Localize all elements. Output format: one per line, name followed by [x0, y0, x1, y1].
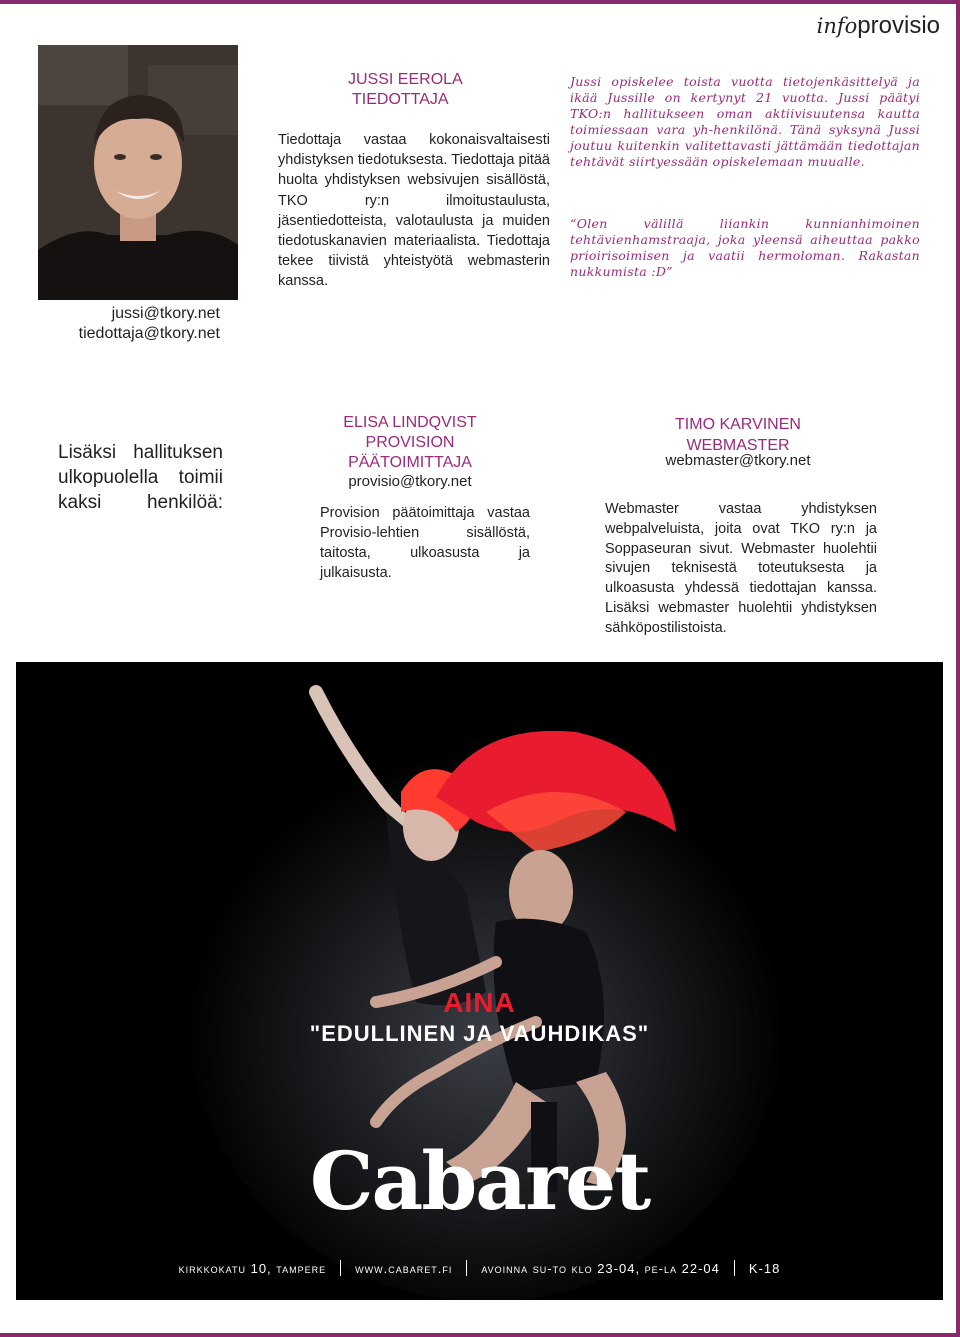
elisa-name: ELISA LINDQVIST — [343, 414, 477, 431]
page-frame-bottom — [0, 1333, 960, 1337]
jussi-contact-emails — [40, 304, 220, 344]
ad-address: kirkkokatu 10, tampere — [178, 1261, 327, 1276]
info-separator — [466, 1260, 467, 1276]
page-frame-top — [0, 0, 960, 4]
timo-name: TIMO KARVINEN — [675, 416, 801, 433]
info-separator — [734, 1260, 735, 1276]
ad-age-limit: K-18 — [748, 1261, 781, 1276]
timo-role-description: Webmaster vastaa yhdistyksen webpalveluista, joita ovat TKO ry:n ja Soppaseuran sivut. Webmaster huolehtii sivujen teknisestä toteutuksesta ja ulkoasusta yhdessä tiedottajan kanssa. Lisäksi webmaster huolehtii yhdistyksen sähköpostilistoista. — [605, 501, 877, 636]
jussi-email[interactable]: jussi@tkory.net — [111, 305, 220, 322]
ad-info-line — [16, 1260, 943, 1276]
timo-email[interactable]: webmaster@tkory.net — [665, 452, 811, 469]
elisa-role: PROVISION PÄÄTOIMITTAJA — [348, 434, 472, 471]
ad-website[interactable]: www.cabaret.fi — [355, 1261, 453, 1276]
header-brand-italic: info — [816, 14, 858, 38]
elisa-heading — [320, 413, 500, 473]
cabaret-logo: Cabaret — [309, 1134, 650, 1228]
jussi-role-description: Tiedottaja vastaa kokonaisvaltaisesti yhdistyksen tiedotuksesta. Tiedottaja pitää huolta yhdistyksen websivujen sisällöstä, TKO ry:n ilmoitustaulusta, jäsentiedotteista, valotaulusta ja muiden tiedotuskanavien materiaalista. Tiedottaja tekee tiivistä yhteistyötä webmasterin kanssa. — [278, 132, 550, 290]
jussi-bio: Jussi opiskelee toista vuotta tietojenkäsittelyä ja ikää Jussille on kertynyt 21 vuotta. Jussi päätyi TKO:n hallitukseen oman aktiivisuutensa kautta toimiessaan vara yh-henkilönä. Tänä syksynä Jussi joutuu kuitenkin valitettavasti jättämään tiedottajan tehtävät siirtyessään opiskelemaan muualle. — [570, 74, 920, 169]
timo-role: WEBMASTER — [686, 437, 790, 454]
jussi-name: JUSSI EEROLA — [348, 71, 463, 88]
jussi-portrait-photo — [38, 45, 238, 300]
elisa-role-description: Provision päätoimittaja vastaa Provisio-lehtien sisällöstä, taitosta, ulkoasusta ja julkaisusta. — [320, 505, 530, 581]
ad-hours: avoinna su-to klo 23-04, pe-la 22-04 — [481, 1261, 720, 1276]
jussi-quote: “Olen välillä liiankin kunnianhimoinen tehtävienhamstraaja, joka yleensä aiheuttaa pakko prioirisoimisen ja vaatii hermoloman. Rakastan nukkumista :D” — [570, 216, 920, 279]
page-frame-right — [956, 0, 960, 1337]
aside-intro: Lisäksi hallituksen ulkopuolella toimii kaksi henkilöä: — [58, 442, 223, 513]
info-separator — [340, 1260, 341, 1276]
ad-headline: AINA — [443, 987, 516, 1018]
elisa-email[interactable]: provisio@tkory.net — [348, 473, 472, 490]
header-brand-rest: provisio — [857, 12, 940, 39]
ad-slogan: "EDULLINEN JA VAUHDIKAS" — [309, 1021, 650, 1046]
jussi-role: TIEDOTTAJA — [352, 91, 449, 108]
tiedottaja-email[interactable]: tiedottaja@tkory.net — [78, 325, 220, 342]
jussi-heading — [300, 70, 520, 110]
cabaret-advertisement — [16, 662, 943, 1300]
timo-heading — [648, 414, 828, 456]
magazine-header — [817, 12, 940, 40]
portrait-illustration — [38, 45, 238, 300]
